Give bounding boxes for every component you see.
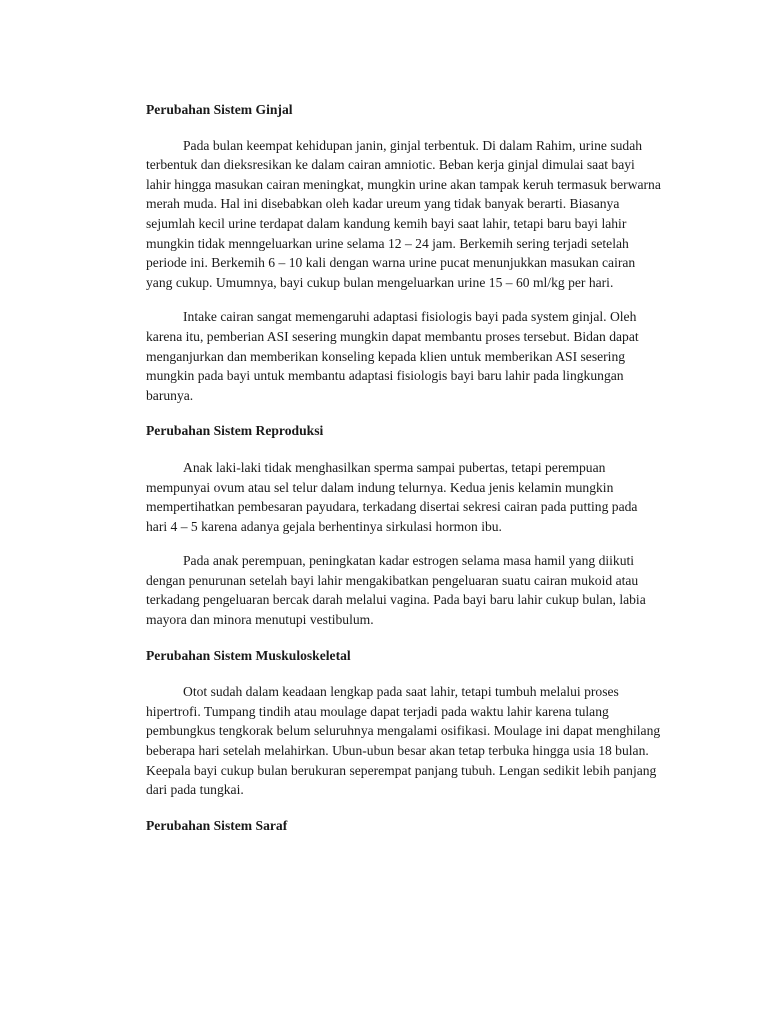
section-sistem-muskuloskeletal	[146, 646, 661, 800]
document-page	[146, 100, 661, 835]
section-heading: Perubahan Sistem Ginjal	[146, 102, 293, 117]
section-sistem-saraf	[146, 816, 661, 836]
paragraph: Pada anak perempuan, peningkatan kadar estrogen selama masa hamil yang diikuti dengan penurunan setelah bayi lahir mengakibatkan pengeluaran suatu cairan mukoid atau terkadang pengeluaran bercak darah melalui vagina. Pada bayi baru lahir cukup bulan, labia mayora dan minora menutupi vestibulum.	[146, 553, 646, 628]
paragraph: Anak laki-laki tidak menghasilkan sperma sampai pubertas, tetapi perempuan mempunyai ovum atau sel telur dalam indung telurnya. Kedua jenis kelamin mungkin mempertihatkan pembesaran payudara, terkadang disertai sekresi cairan pada putting pada hari 4 – 5 karena adanya gejala berhentinya sirkulasi hormon ibu.	[146, 459, 638, 534]
section-heading: Perubahan Sistem Saraf	[146, 817, 288, 833]
section-heading: Perubahan Sistem Reproduksi	[146, 423, 324, 439]
section-heading: Perubahan Sistem Muskuloskeletal	[146, 647, 351, 663]
paragraph: Intake cairan sangat memengaruhi adaptasi fisiologis bayi pada system ginjal. Oleh karena itu, pemberian ASI sesering mungkin dapat membantu proses tersebut. Bidan dapat menganjurkan dan memberikan konseling kepada klien untuk memberikan ASI sesering mungkin pada bayi untuk membantu adaptasi fisiologis bayi baru lahir pada lingkungan barunya.	[146, 309, 639, 403]
section-sistem-reproduksi	[146, 421, 661, 629]
section-sistem-ginjal	[146, 100, 661, 405]
paragraph: Otot sudah dalam keadaan lengkap pada saat lahir, tetapi tumbuh melalui proses hipertrofi. Tumpang tindih atau moulage dapat terjadi pada waktu lahir karena tulang pembungkus tengkorak belum seluruhnya mengalami osifikasi. Moulage ini dapat menghilang beberapa hari setelah melahirkan. Ubun-ubun besar akan tetap terbuka hingga usia 18 bulan. Keepala bayi cukup bulan berukuran seperempat panjang tubuh. Lengan sedikit lebih panjang dari pada tungkai.	[146, 684, 661, 798]
paragraph: Pada bulan keempat kehidupan janin, ginjal terbentuk. Di dalam Rahim, urine sudah terbentuk dan dieksresikan ke dalam cairan amniotic. Beban kerja ginjal dimulai saat bayi lahir hingga masukan cairan meningkat, mungkin urine akan tampak keruh termasuk berwarna merah muda. Hal ini disebabkan oleh kadar ureum yang tidak banyak berarti. Biasanya sejumlah kecil urine terdapat dalam kandung kemih bayi saat lahir, tetapi baru bayi lahir mungkin tidak menngeluarkan urine selama 12 – 24 jam. Berkemih sering terjadi setelah periode ini. Berkemih 6 – 10 kali dengan warna urine pucat menunjukkan masukan cairan yang cukup. Umumnya, bayi cukup bulan mengeluarkan urine 15 – 60 ml/kg per hari.	[146, 137, 661, 290]
